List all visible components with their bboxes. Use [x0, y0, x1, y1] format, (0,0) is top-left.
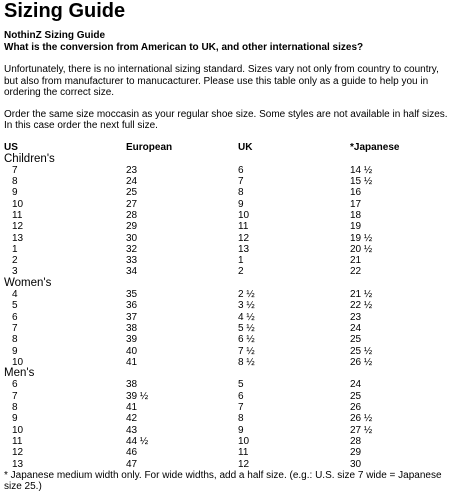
- page: [4, 0, 454, 493]
- cell-us: 6: [12, 379, 18, 391]
- cell-us: 10: [12, 198, 24, 210]
- table-row: [4, 266, 450, 277]
- cell-japanese: 14 ½: [350, 164, 373, 176]
- footnote: * Japanese medium width only. For wide widths, add a half size. (e.g.: U.S. size 7 wide = Japanese size 25.): [4, 469, 442, 493]
- cell-european: 23: [126, 164, 138, 176]
- table-row: [4, 255, 450, 266]
- cell-us: 12: [12, 447, 24, 459]
- cell-uk: 5 ½: [238, 322, 255, 334]
- cell-uk: 8: [238, 413, 244, 425]
- table-row: [4, 233, 450, 244]
- cell-uk: 1: [238, 255, 244, 267]
- cell-uk: 3 ½: [238, 300, 255, 312]
- table-row: [4, 312, 450, 323]
- guide-question: What is the conversion from American to UK, and other international sizes?: [4, 42, 364, 53]
- cell-uk: 11: [238, 221, 249, 233]
- table-row: [4, 221, 450, 232]
- cell-uk: 13: [238, 243, 250, 255]
- section-row: [4, 368, 450, 379]
- cell-us: 4: [12, 289, 18, 301]
- cell-uk: 11: [238, 447, 249, 459]
- cell-uk: 12: [238, 458, 250, 470]
- cell-european: 28: [126, 209, 138, 221]
- cell-japanese: 21: [350, 255, 362, 267]
- cell-european: 41: [126, 356, 138, 368]
- cell-japanese: 21 ½: [350, 289, 373, 301]
- table-row: [4, 210, 450, 221]
- guide-name: NothinZ Sizing Guide: [4, 30, 106, 41]
- cell-us: 8: [12, 402, 18, 414]
- table-row: [4, 289, 450, 300]
- column-header-us: US: [4, 141, 18, 153]
- table-row: [4, 425, 450, 436]
- cell-japanese: 22 ½: [350, 300, 373, 312]
- table-row: [4, 176, 450, 187]
- cell-european: 39 ½: [126, 390, 149, 402]
- cell-us: 8: [12, 176, 18, 188]
- cell-us: 13: [12, 232, 24, 244]
- table-row: [4, 447, 450, 458]
- cell-japanese: 25: [350, 390, 362, 402]
- cell-uk: 9: [238, 198, 244, 210]
- cell-us: 7: [12, 322, 18, 334]
- cell-us: 9: [12, 413, 18, 425]
- cell-japanese: 28: [350, 435, 362, 447]
- section-row: [4, 278, 450, 289]
- table-row: [4, 357, 450, 368]
- cell-uk: 7 ½: [238, 345, 255, 357]
- size-conversion-table: [4, 142, 450, 470]
- cell-uk: 8 ½: [238, 356, 255, 368]
- cell-european: 47: [126, 458, 138, 470]
- cell-european: 34: [126, 266, 138, 278]
- cell-japanese: 17: [350, 198, 362, 210]
- table-row: [4, 402, 450, 413]
- cell-us: 11: [12, 209, 23, 221]
- cell-us: 12: [12, 221, 24, 233]
- disclaimer-paragraph: Unfortunately, there is no international sizing standard. Sizes vary not only from country to country, but also from manufacturer to manucacturer. Please use this table only as a guide to help you in ordering the correct size.: [4, 64, 439, 98]
- cell-japanese: 19 ½: [350, 232, 373, 244]
- cell-japanese: 20 ½: [350, 243, 373, 255]
- cell-uk: 9: [238, 424, 244, 436]
- cell-us: 9: [12, 345, 18, 357]
- cell-uk: 2: [238, 266, 244, 278]
- cell-european: 44 ½: [126, 435, 149, 447]
- cell-japanese: 26 ½: [350, 413, 373, 425]
- cell-european: 42: [126, 413, 138, 425]
- cell-japanese: 25: [350, 334, 362, 346]
- cell-european: 41: [126, 402, 138, 414]
- cell-european: 35: [126, 289, 138, 301]
- table-row: [4, 244, 450, 255]
- cell-us: 10: [12, 356, 24, 368]
- section-label: Men's: [4, 367, 35, 380]
- cell-japanese: 27 ½: [350, 424, 373, 436]
- table-row: [4, 165, 450, 176]
- cell-european: 27: [126, 198, 138, 210]
- cell-european: 40: [126, 345, 138, 357]
- table-row: [4, 379, 450, 390]
- cell-japanese: 25 ½: [350, 345, 373, 357]
- table-header-row: [4, 142, 450, 154]
- cell-japanese: 19: [350, 221, 362, 233]
- cell-us: 1: [12, 243, 18, 255]
- cell-uk: 12: [238, 232, 250, 244]
- column-header-uk: UK: [238, 141, 253, 153]
- section-label: Children's: [4, 152, 55, 165]
- cell-us: 7: [12, 390, 18, 402]
- cell-european: 46: [126, 447, 138, 459]
- cell-european: 36: [126, 300, 138, 312]
- table-body: [4, 154, 450, 470]
- cell-us: 9: [12, 187, 18, 199]
- cell-uk: 7: [238, 176, 244, 188]
- cell-japanese: 30: [350, 458, 362, 470]
- cell-european: 43: [126, 424, 138, 436]
- table-row: [4, 436, 450, 447]
- cell-european: 33: [126, 255, 138, 267]
- section-row: [4, 154, 450, 165]
- cell-us: 6: [12, 311, 18, 323]
- cell-us: 10: [12, 424, 24, 436]
- cell-japanese: 26 ½: [350, 356, 373, 368]
- cell-japanese: 16: [350, 187, 362, 199]
- column-header-european: European: [126, 141, 173, 153]
- cell-european: 38: [126, 322, 138, 334]
- cell-us: 3: [12, 266, 18, 278]
- cell-japanese: 23: [350, 311, 362, 323]
- cell-uk: 6: [238, 164, 244, 176]
- table-row: [4, 459, 450, 470]
- section-label: Women's: [4, 276, 52, 289]
- page-title: Sizing Guide: [4, 0, 126, 22]
- cell-uk: 8: [238, 187, 244, 199]
- cell-us: 7: [12, 164, 18, 176]
- table-row: [4, 413, 450, 424]
- cell-european: 30: [126, 232, 138, 244]
- cell-uk: 6: [238, 390, 244, 402]
- table-row: [4, 391, 450, 402]
- cell-european: 39: [126, 334, 138, 346]
- cell-japanese: 24: [350, 322, 362, 334]
- cell-japanese: 18: [350, 209, 362, 221]
- cell-uk: 2 ½: [238, 289, 255, 301]
- table-row: [4, 323, 450, 334]
- cell-european: 29: [126, 221, 138, 233]
- cell-uk: 6 ½: [238, 334, 255, 346]
- column-header-japanese: *Japanese: [350, 141, 400, 153]
- cell-uk: 10: [238, 209, 250, 221]
- cell-us: 11: [12, 435, 23, 447]
- cell-japanese: 29: [350, 447, 362, 459]
- cell-japanese: 15 ½: [350, 176, 373, 188]
- cell-us: 13: [12, 458, 24, 470]
- table-row: [4, 346, 450, 357]
- table-row: [4, 199, 450, 210]
- cell-japanese: 26: [350, 402, 362, 414]
- table-row: [4, 187, 450, 198]
- cell-us: 5: [12, 300, 18, 312]
- cell-japanese: 24: [350, 379, 362, 391]
- cell-european: 25: [126, 187, 138, 199]
- table-row: [4, 300, 450, 311]
- cell-uk: 7: [238, 402, 244, 414]
- cell-european: 32: [126, 243, 138, 255]
- table-row: [4, 334, 450, 345]
- cell-uk: 4 ½: [238, 311, 255, 323]
- cell-european: 37: [126, 311, 138, 323]
- cell-uk: 5: [238, 379, 244, 391]
- cell-us: 2: [12, 255, 18, 267]
- cell-us: 8: [12, 334, 18, 346]
- cell-european: 24: [126, 176, 138, 188]
- order-advice-paragraph: Order the same size moccasin as your regular shoe size. Some styles are not available in half sizes. In this case order the next full size.: [4, 108, 448, 131]
- cell-european: 38: [126, 379, 138, 391]
- cell-uk: 10: [238, 435, 250, 447]
- cell-japanese: 22: [350, 266, 362, 278]
